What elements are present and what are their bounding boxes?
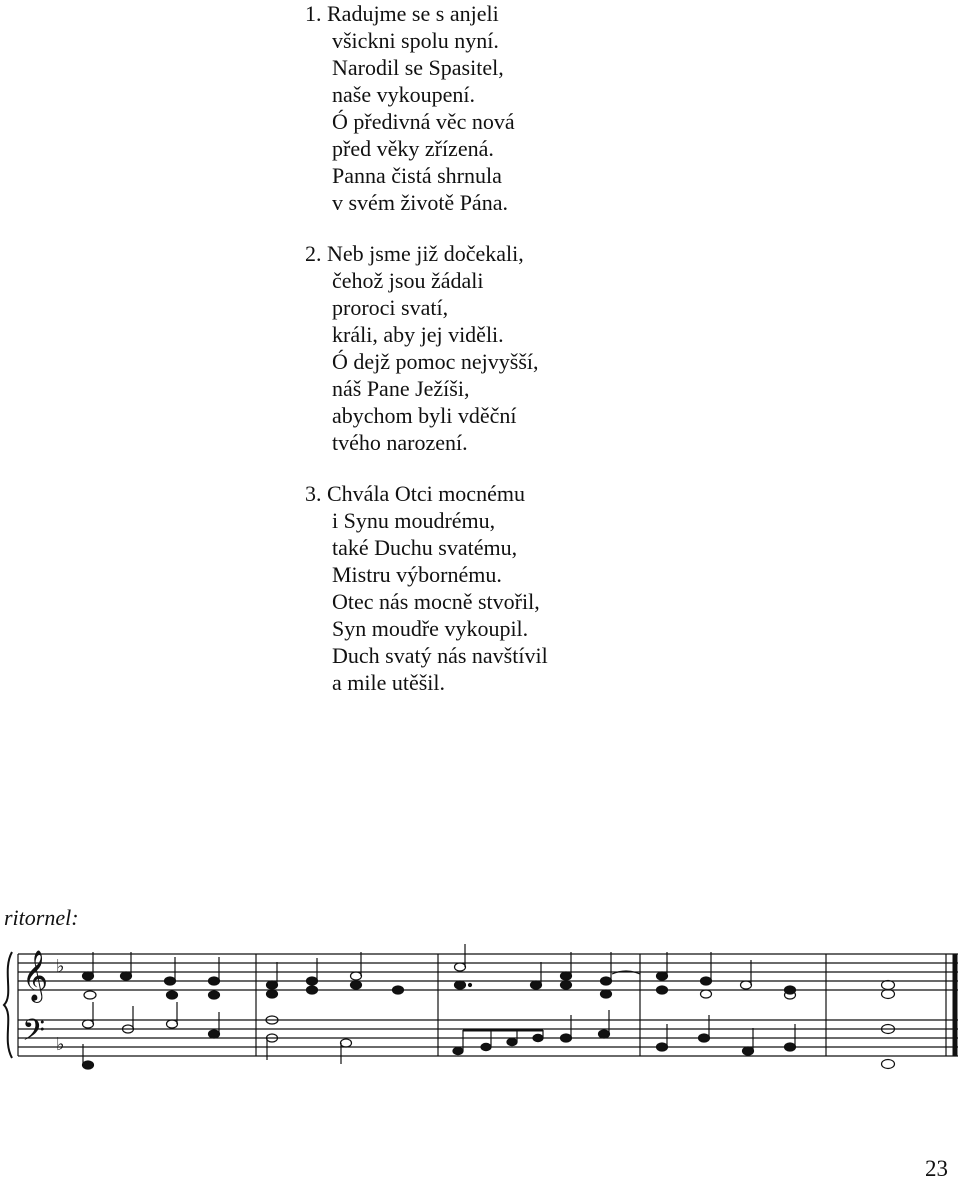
stanza-1 (305, 0, 548, 216)
verse-line: králi, aby jej viděli. (332, 322, 504, 347)
verse-line: a mile utěšil. (332, 670, 446, 695)
verse-line: 3. Chvála Otci mocnému (305, 481, 525, 506)
verse-line: Panna čistá shrnula (332, 163, 502, 188)
flat-icon: ♭ (56, 956, 65, 977)
verse-line: Ó dejž pomoc nejvyšší, (332, 349, 539, 374)
verse-line: před věky zřízená. (332, 136, 494, 161)
verse-line: abychom byli vděční (332, 403, 517, 428)
verse-line: Narodil se Spasitel, (332, 55, 504, 80)
stanza-3 (305, 480, 548, 696)
verse-line: Ó předivná věc nová (332, 109, 515, 134)
verse-line: Otec nás mocně stvořil, (332, 589, 540, 614)
verse-line: náš Pane Ježíši, (332, 376, 470, 401)
verse-line: 2. Neb jsme již dočekali, (305, 241, 524, 266)
verse-line: v svém životě Pána. (332, 190, 508, 215)
verse-line: také Duchu svatému, (332, 535, 518, 560)
ritornel-label: ritornel: (4, 905, 79, 930)
verse-line: tvého narození. (332, 430, 468, 455)
lyrics (305, 0, 548, 696)
music-score (0, 940, 960, 1070)
verse-line: Syn moudře vykoupil. (332, 616, 529, 641)
page-number: 23 (925, 1156, 948, 1181)
flat-icon: ♭ (56, 1034, 65, 1055)
stanza-2 (305, 240, 548, 456)
verse-line: Duch svatý nás navštívil (332, 643, 548, 668)
treble-clef-icon: 𝄞 (22, 950, 49, 1001)
verse-line: čehož jsou žádali (332, 268, 484, 293)
treble-staff (18, 954, 958, 990)
verse-line: 1. Radujme se s anjeli (305, 1, 499, 26)
verse-line: proroci svatí, (332, 295, 449, 320)
verse-line: naše vykoupení. (332, 82, 475, 107)
bass-clef-icon: 𝄢 (22, 1014, 46, 1055)
brace (4, 952, 12, 1058)
verse-line: všickni spolu nyní. (332, 28, 499, 53)
verse-line: Mistru výbornému. (332, 562, 502, 587)
verse-line: i Synu moudrému, (332, 508, 496, 533)
